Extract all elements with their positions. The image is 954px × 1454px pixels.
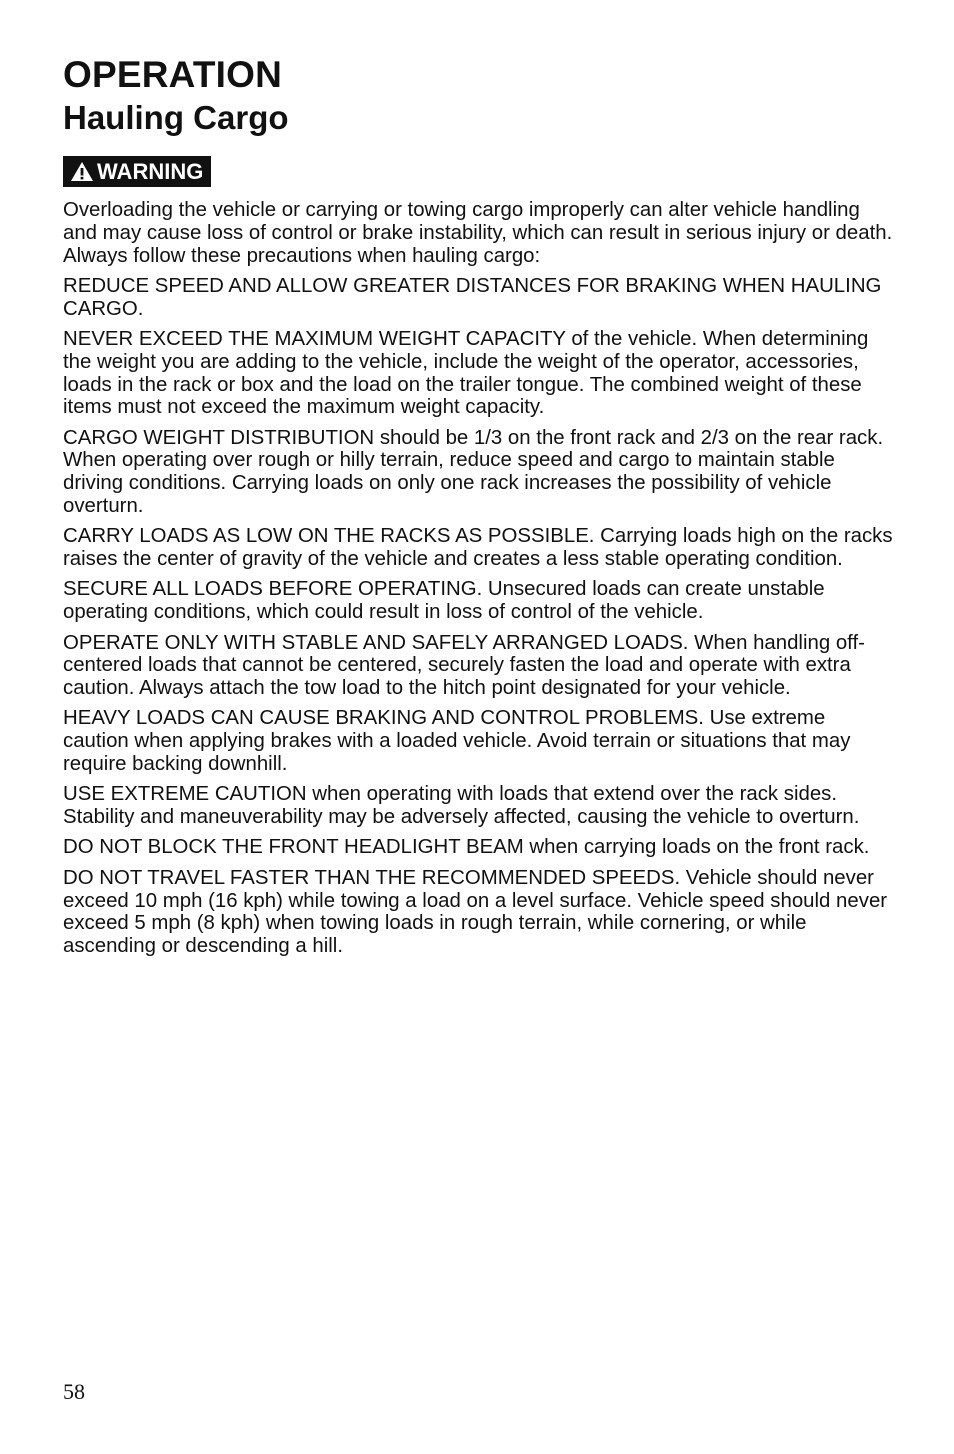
- manual-page: [63, 54, 893, 965]
- paragraph-heavy-loads: HEAVY LOADS CAN CAUSE BRAKING AND CONTROL PROBLEMS. Use extreme caution when applying brakes with a loaded vehicle. Avoid terrain or situations that may require backing downhill.: [63, 707, 851, 776]
- section-title: OPERATION: [63, 54, 283, 95]
- paragraph-max-weight: NEVER EXCEED THE MAXIMUM WEIGHT CAPACITY of the vehicle. When determining the weight you are adding to the vehicle, include the weight of the operator, accessories, loads in the rack or box and the load on the trailer tongue. The combined weight of these items must not exceed the maximum weight capacity.: [63, 327, 869, 419]
- page-number: 58: [63, 1379, 85, 1404]
- paragraph-extreme-caution: USE EXTREME CAUTION when operating with loads that extend over the rack sides. Stability and maneuverability may be adversely affected, causing the vehicle to overturn.: [63, 783, 860, 829]
- paragraph-reduce-speed: REDUCE SPEED AND ALLOW GREATER DISTANCES FOR BRAKING WHEN HAULING CARGO.: [63, 274, 882, 320]
- warning-badge: [63, 156, 211, 187]
- paragraph-carry-low: CARRY LOADS AS LOW ON THE RACKS AS POSSIBLE. Carrying loads high on the racks raises the center of gravity of the vehicle and creates a less stable operating condition.: [63, 525, 893, 571]
- paragraph-headlight: DO NOT BLOCK THE FRONT HEADLIGHT BEAM when carrying loads on the front rack.: [63, 836, 870, 859]
- paragraph-secure-loads: SECURE ALL LOADS BEFORE OPERATING. Unsecured loads can create unstable operating conditions, which could result in loss of control of the vehicle.: [63, 578, 825, 624]
- paragraph-stable-loads: OPERATE ONLY WITH STABLE AND SAFELY ARRANGED LOADS. When handling off-centered loads that cannot be centered, securely fasten the load and operate with extra caution. Always attach the tow load to the hitch point designated for your vehicle.: [63, 631, 865, 700]
- subsection-title: Hauling Cargo: [63, 99, 289, 136]
- warning-label: WARNING: [97, 158, 204, 184]
- warning-body: [63, 199, 893, 958]
- paragraph-weight-distribution: CARGO WEIGHT DISTRIBUTION should be 1/3 on the front rack and 2/3 on the rear rack. When operating over rough or hilly terrain, reduce speed and cargo to maintain stable driving conditions. Carrying loads on only one rack increases the possibility of vehicle overturn.: [63, 426, 884, 518]
- warning-triangle-icon: [70, 161, 94, 182]
- paragraph-speed: DO NOT TRAVEL FASTER THAN THE RECOMMENDED SPEEDS. Vehicle should never exceed 10 mph (16 kph) while towing a load on a level surface. Vehicle speed should never exceed 5 mph (8 kph) when towing loads in rough terrain, while cornering, or while ascending or descending a hill.: [63, 866, 888, 958]
- paragraph-intro: Overloading the vehicle or carrying or towing cargo improperly can alter vehicle handling and may cause loss of control or brake instability, which can result in serious injury or death. Always follow these precautions when hauling cargo:: [63, 199, 893, 267]
